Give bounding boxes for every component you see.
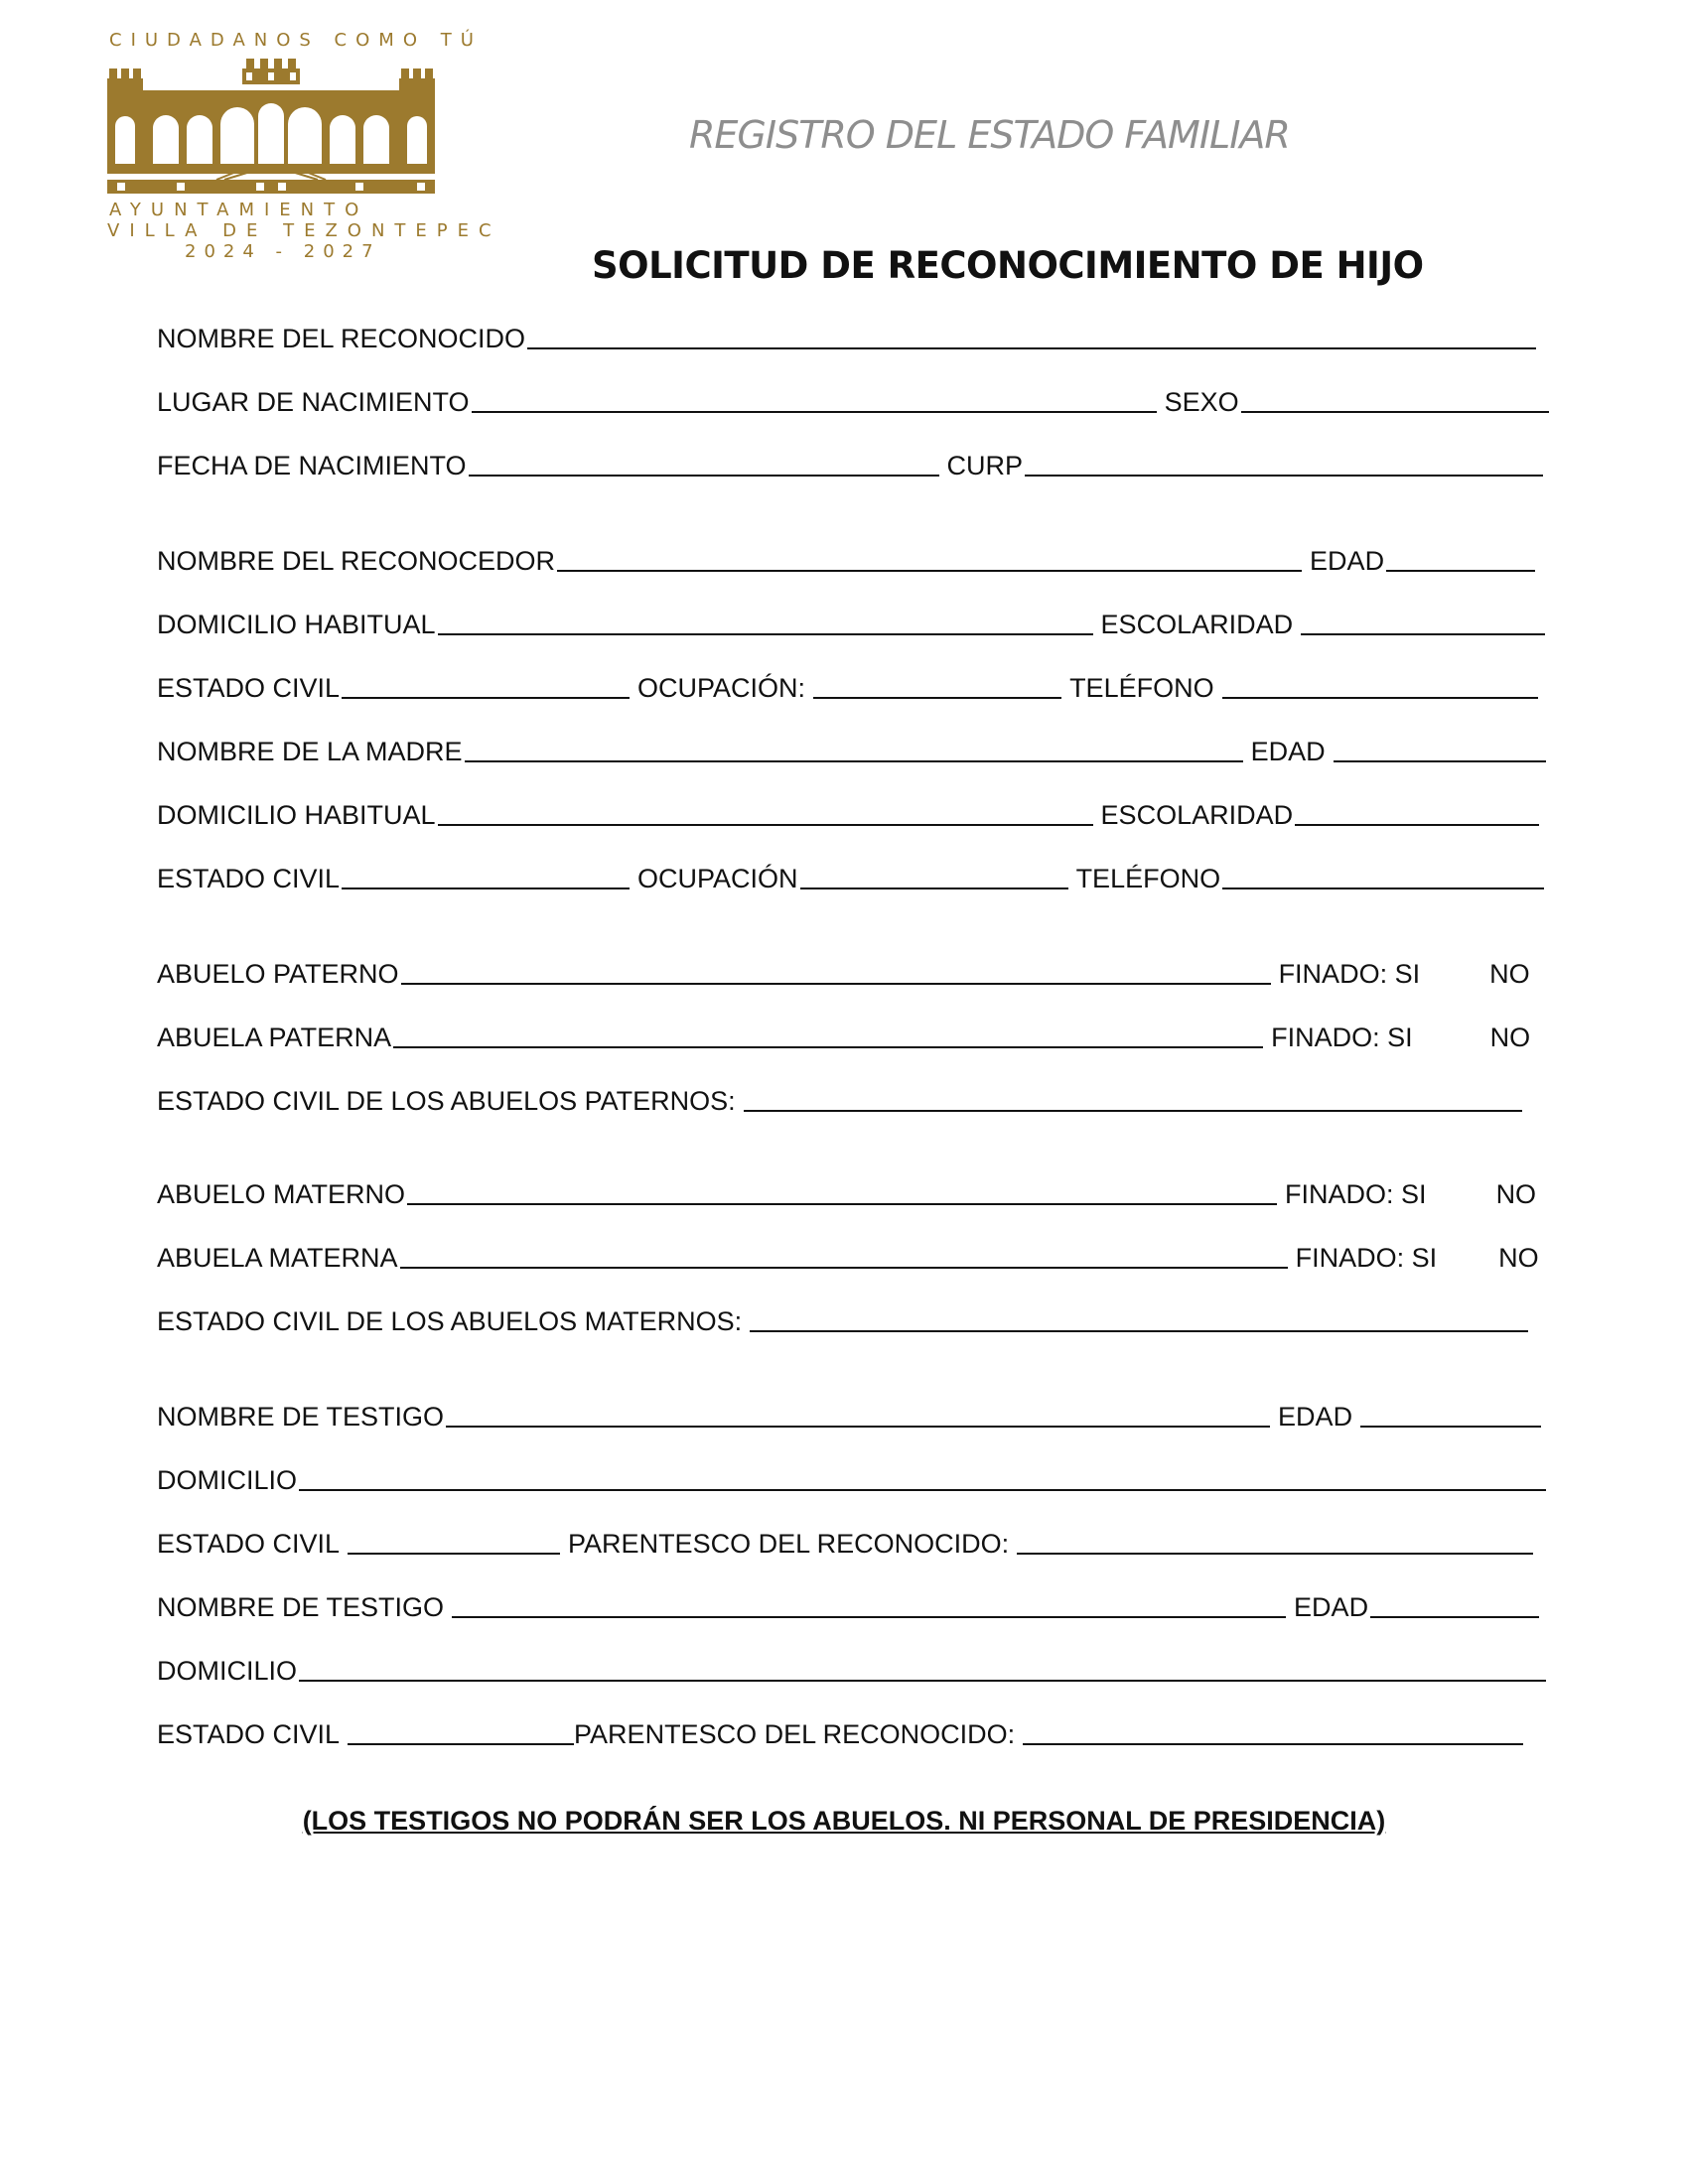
field-abuela-materna[interactable] <box>400 1241 1288 1269</box>
field-escolaridad-madre[interactable] <box>1295 798 1539 826</box>
field-estado-civil-reconocedor[interactable] <box>342 671 630 699</box>
field-estado-civil-abuelos-maternos[interactable] <box>750 1304 1528 1332</box>
label-nombre-madre: NOMBRE DE LA MADRE <box>157 737 463 766</box>
label-estado-civil-testigo-1: ESTADO CIVIL <box>157 1529 341 1559</box>
label-abuela-materna: ABUELA MATERNA <box>157 1243 398 1273</box>
field-nombre-reconocido[interactable] <box>527 322 1536 349</box>
field-parentesco-testigo-2[interactable] <box>1023 1717 1523 1745</box>
field-nombre-testigo-1[interactable] <box>446 1400 1270 1428</box>
field-telefono-reconocedor[interactable] <box>1222 671 1538 699</box>
field-estado-civil-abuelos-paternos[interactable] <box>744 1084 1522 1112</box>
logo-org-line1: AYUNTAMIENTO <box>109 200 369 220</box>
field-estado-civil-madre[interactable] <box>342 862 630 889</box>
field-ocupacion-reconocedor[interactable] <box>813 671 1061 699</box>
field-nombre-reconocedor[interactable] <box>557 544 1302 572</box>
row-abuelo-paterno <box>157 955 1530 989</box>
row-domicilio-madre <box>157 796 1539 830</box>
field-lugar-nacimiento[interactable] <box>472 385 1157 413</box>
label-parentesco-testigo-2: PARENTESCO DEL RECONOCIDO: <box>574 1719 1016 1749</box>
label-fecha-nacimiento: FECHA DE NACIMIENTO <box>157 451 467 480</box>
label-no-abuelo-materno[interactable]: NO <box>1495 1179 1537 1209</box>
label-nombre-reconocido: NOMBRE DEL RECONOCIDO <box>157 324 526 353</box>
witness-note: (LOS TESTIGOS NO PODRÁN SER LOS ABUELOS. NI PERSONAL DE PRESIDENCIA) <box>302 1806 1386 1836</box>
row-domicilio-testigo-2 <box>157 1652 1546 1686</box>
label-parentesco-testigo-1: PARENTESCO DEL RECONOCIDO: <box>568 1529 1010 1559</box>
document-title: SOLICITUD DE RECONOCIMIENTO DE HIJO <box>592 244 1424 287</box>
row-civil-ocupacion-reconocedor <box>157 669 1538 703</box>
label-abuelo-materno: ABUELO MATERNO <box>157 1179 406 1209</box>
field-edad-reconocedor[interactable] <box>1386 544 1535 572</box>
row-abuelo-materno <box>157 1175 1536 1209</box>
row-testigo-1 <box>157 1398 1541 1432</box>
label-domicilio-testigo-1: DOMICILIO <box>157 1465 298 1495</box>
registry-heading: REGISTRO DEL ESTADO FAMILIAR <box>689 113 1290 157</box>
field-domicilio-testigo-1[interactable] <box>299 1463 1546 1491</box>
label-finado-abuela-materna[interactable]: FINADO: SI <box>1295 1243 1438 1273</box>
field-abuelo-materno[interactable] <box>407 1177 1277 1205</box>
label-sexo: SEXO <box>1164 387 1239 417</box>
row-domicilio-testigo-1 <box>157 1461 1546 1495</box>
label-lugar-nacimiento: LUGAR DE NACIMIENTO <box>157 387 470 417</box>
municipal-logo <box>107 30 501 262</box>
row-fecha-curp <box>157 447 1543 480</box>
label-nombre-reconocedor: NOMBRE DEL RECONOCEDOR <box>157 546 556 576</box>
field-nombre-testigo-2[interactable] <box>452 1590 1286 1618</box>
label-abuelo-paterno: ABUELO PATERNO <box>157 959 399 989</box>
label-telefono-madre: TELÉFONO <box>1075 864 1221 893</box>
label-no-abuela-paterna[interactable]: NO <box>1489 1023 1531 1052</box>
field-abuelo-paterno[interactable] <box>401 957 1271 985</box>
field-domicilio-reconocedor[interactable] <box>438 608 1093 635</box>
row-nombre-madre <box>157 733 1546 766</box>
label-estado-civil-abuelos-maternos: ESTADO CIVIL DE LOS ABUELOS MATERNOS: <box>157 1306 743 1336</box>
row-civil-ocupacion-madre <box>157 860 1544 893</box>
row-abuela-paterna <box>157 1019 1530 1052</box>
label-estado-civil-testigo-2: ESTADO CIVIL <box>157 1719 341 1749</box>
label-estado-civil-reconocedor: ESTADO CIVIL <box>157 673 341 703</box>
logo-org-line2: VILLA DE TEZONTEPEC <box>107 220 501 241</box>
label-no-abuelo-paterno[interactable]: NO <box>1489 959 1530 989</box>
label-edad-testigo-2: EDAD <box>1294 1592 1369 1622</box>
label-finado-abuela-paterna[interactable]: FINADO: SI <box>1271 1023 1413 1052</box>
field-estado-civil-testigo-2[interactable] <box>348 1717 574 1745</box>
row-civil-parentesco-testigo-1 <box>157 1525 1533 1559</box>
row-domicilio-reconocedor <box>157 606 1545 639</box>
field-ocupacion-madre[interactable] <box>800 862 1068 889</box>
field-abuela-paterna[interactable] <box>393 1021 1263 1048</box>
field-domicilio-madre[interactable] <box>438 798 1093 826</box>
label-edad-testigo-1: EDAD <box>1278 1402 1353 1432</box>
field-escolaridad-reconocedor[interactable] <box>1301 608 1545 635</box>
label-nombre-testigo-1: NOMBRE DE TESTIGO <box>157 1402 445 1432</box>
logo-tagline: CIUDADANOS COMO TÚ <box>109 30 483 51</box>
field-edad-testigo-2[interactable] <box>1370 1590 1539 1618</box>
field-sexo[interactable] <box>1241 385 1549 413</box>
label-escolaridad-madre: ESCOLARIDAD <box>1100 800 1294 830</box>
label-edad-reconocedor: EDAD <box>1310 546 1385 576</box>
row-nombre-reconocido <box>157 320 1536 353</box>
row-civil-abuelos-paternos <box>157 1082 1522 1116</box>
label-telefono-reconocedor: TELÉFONO <box>1069 673 1214 703</box>
label-estado-civil-madre: ESTADO CIVIL <box>157 864 341 893</box>
field-edad-testigo-1[interactable] <box>1360 1400 1541 1428</box>
building-emblem-icon <box>107 57 435 196</box>
field-telefono-madre[interactable] <box>1222 862 1544 889</box>
row-civil-parentesco-testigo-2 <box>157 1715 1523 1749</box>
label-abuela-paterna: ABUELA PATERNA <box>157 1023 392 1052</box>
label-ocupacion-reconocedor: OCUPACIÓN: <box>637 673 806 703</box>
label-nombre-testigo-2: NOMBRE DE TESTIGO <box>157 1592 445 1622</box>
field-estado-civil-testigo-1[interactable] <box>348 1527 560 1555</box>
label-estado-civil-abuelos-paternos: ESTADO CIVIL DE LOS ABUELOS PATERNOS: <box>157 1086 736 1116</box>
field-fecha-nacimiento[interactable] <box>469 449 939 477</box>
label-finado-abuelo-paterno[interactable]: FINADO: SI <box>1278 959 1421 989</box>
label-domicilio-testigo-2: DOMICILIO <box>157 1656 298 1686</box>
field-domicilio-testigo-2[interactable] <box>299 1654 1546 1682</box>
row-abuela-materna <box>157 1239 1539 1273</box>
field-edad-madre[interactable] <box>1334 735 1546 762</box>
label-ocupacion-madre: OCUPACIÓN <box>637 864 798 893</box>
label-edad-madre: EDAD <box>1250 737 1326 766</box>
row-lugar-sexo <box>157 383 1549 417</box>
logo-years: 2024 - 2027 <box>185 241 381 262</box>
label-escolaridad-reconocedor: ESCOLARIDAD <box>1100 610 1294 639</box>
label-finado-abuelo-materno[interactable]: FINADO: SI <box>1285 1179 1427 1209</box>
field-nombre-madre[interactable] <box>465 735 1243 762</box>
field-curp[interactable] <box>1025 449 1543 477</box>
label-domicilio-madre: DOMICILIO HABITUAL <box>157 800 436 830</box>
label-no-abuela-materna[interactable]: NO <box>1498 1243 1539 1273</box>
row-testigo-2 <box>157 1588 1539 1622</box>
field-parentesco-testigo-1[interactable] <box>1017 1527 1533 1555</box>
label-domicilio-reconocedor: DOMICILIO HABITUAL <box>157 610 436 639</box>
label-curp: CURP <box>946 451 1024 480</box>
row-nombre-reconocedor <box>157 542 1535 576</box>
row-civil-abuelos-maternos <box>157 1302 1528 1336</box>
